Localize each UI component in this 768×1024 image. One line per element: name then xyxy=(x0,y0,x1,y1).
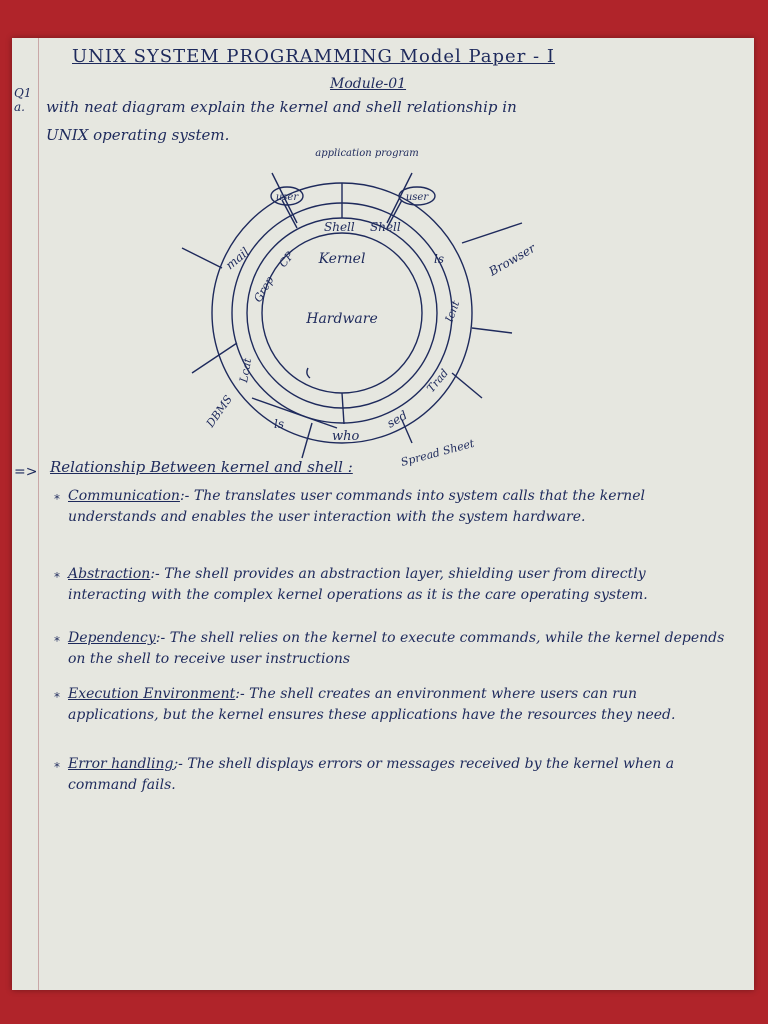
point-error-handling xyxy=(68,754,728,796)
point-label: Dependency xyxy=(68,630,156,646)
ring-item-shell-2: Shell xyxy=(370,220,401,234)
user-label-2: user xyxy=(405,192,429,203)
margin-line xyxy=(38,38,39,990)
point-label: Communication xyxy=(68,488,180,504)
question-line-2: UNIX operating system. xyxy=(46,126,230,144)
outer-label-dbms: DBMS xyxy=(203,393,235,430)
point-text: :- The shell provides an abstraction layer, shielding user from directly interacting with the complex kernel operations as it is the care operating system. xyxy=(68,566,648,603)
ring-item-ls-1: ls xyxy=(434,252,444,266)
point-text: :- The shell relies on the kernel to execute commands, while the kernel depends on the shell to receive user instructions xyxy=(68,630,725,667)
point-text: :- The shell creates an environment where users can run applications, but the kernel ensures these applications have the resources they need. xyxy=(68,686,676,723)
application-program-label: application program xyxy=(315,148,419,159)
arrow-marker: => xyxy=(14,464,38,480)
point-label: Execution Environment xyxy=(68,686,236,702)
ring-item-icnt: Icnt xyxy=(442,298,463,325)
question-line-1: with neat diagram explain the kernel and shell relationship in xyxy=(46,98,517,116)
point-text: :- The translates user commands into system calls that the kernel understands and enables the user interaction with the system hardware. xyxy=(68,488,645,525)
point-abstraction xyxy=(68,564,728,606)
bullet-star: * xyxy=(54,492,60,506)
ring-item-trad: Trad xyxy=(424,366,452,395)
notebook-page xyxy=(12,38,754,990)
outer-label-spreadsheet: Spread Sheet xyxy=(399,436,476,469)
page-title: UNIX SYSTEM PROGRAMMING Model Paper - I xyxy=(72,46,555,67)
point-execution-environment xyxy=(68,684,728,726)
bullet-star: * xyxy=(54,690,60,704)
bullet-star: * xyxy=(54,760,60,774)
outer-label-mail: mail xyxy=(222,244,253,273)
section-heading: Relationship Between kernel and shell : xyxy=(50,458,353,476)
point-communication xyxy=(68,486,728,528)
point-dependency xyxy=(68,628,728,670)
ring-item-sed: sed xyxy=(384,407,410,431)
module-heading: Module-01 xyxy=(330,76,407,92)
ring-item-who: who xyxy=(332,429,360,444)
ring-item-ls-2: ls xyxy=(274,417,284,431)
hardware-label: Hardware xyxy=(306,311,378,327)
ring-item-shell-1: Shell xyxy=(324,220,355,234)
ring-item-lcat: Lcat xyxy=(237,357,255,384)
point-label: Abstraction xyxy=(68,566,151,582)
kernel-shell-diagram xyxy=(162,128,538,469)
ring-item-grep: Grep xyxy=(251,274,277,305)
outer-label-browser: Browser xyxy=(486,240,538,279)
ring-item-cp: CP xyxy=(276,249,297,270)
user-label-1: user xyxy=(275,192,299,203)
kernel-label: Kernel xyxy=(318,251,366,267)
point-text: ;- The shell displays errors or messages received by the kernel when a command fails. xyxy=(68,756,675,793)
bullet-star: * xyxy=(54,570,60,584)
bullet-star: * xyxy=(54,634,60,648)
question-number: Q1 a. xyxy=(14,86,32,114)
point-label: Error handling xyxy=(68,756,174,772)
